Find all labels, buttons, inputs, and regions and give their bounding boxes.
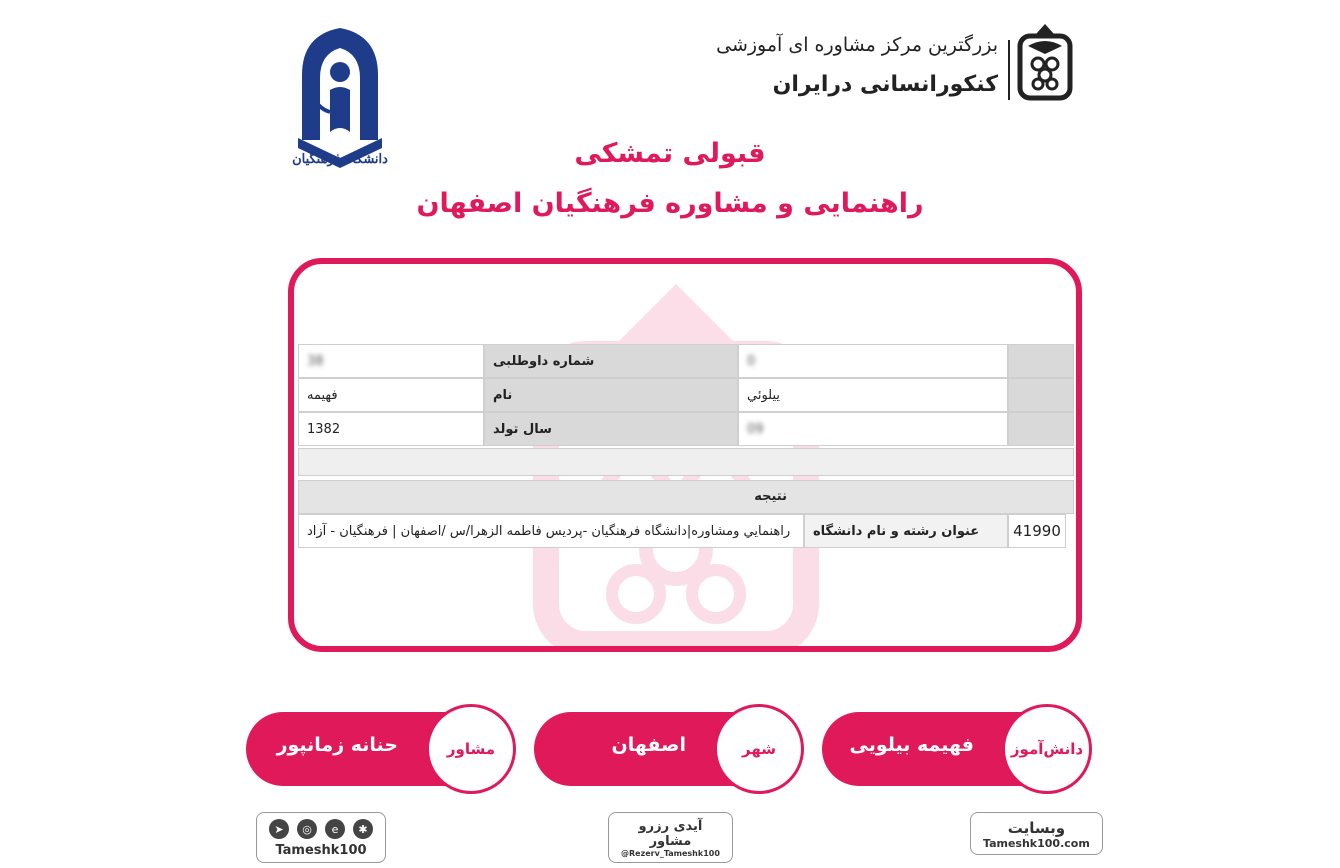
city-badge: شهر xyxy=(714,704,804,794)
first-name-value: فهیمه xyxy=(298,378,484,412)
table-row xyxy=(298,514,1074,548)
website-url[interactable]: Tameshk100.com xyxy=(983,837,1090,850)
birth-year-label: سال تولد xyxy=(484,412,738,446)
table-label-blank xyxy=(1008,378,1074,412)
table-row xyxy=(298,344,1074,378)
table-label-blank xyxy=(1008,344,1074,378)
page-title: قبولی تمشکی xyxy=(574,138,766,169)
social-handle[interactable]: Tameshk100 xyxy=(275,843,367,858)
birth-year-value: 1382 xyxy=(298,412,484,446)
reserve-box[interactable] xyxy=(608,812,733,863)
reserve-footer xyxy=(608,812,732,863)
page-subtitle: راهنمایی و مشاوره فرهنگیان اصفهان xyxy=(416,188,924,219)
result-card xyxy=(288,258,1082,652)
city-name: اصفهان xyxy=(611,734,686,756)
brand-tagline: بزرگترین مرکز مشاوره ای آموزشی xyxy=(716,34,998,56)
telegram-icon[interactable]: ➤ xyxy=(269,819,289,839)
student-pill xyxy=(822,712,1084,786)
brand-divider xyxy=(1008,40,1010,100)
city-pill xyxy=(534,712,796,786)
social-box[interactable] xyxy=(256,812,386,863)
advisor-name: حنانه زمانپور xyxy=(276,734,398,756)
brand-header xyxy=(700,20,1080,110)
table-divider xyxy=(298,448,1074,476)
candidate-id-right-value: 0 xyxy=(738,344,1008,378)
major-code: 41990 xyxy=(1008,514,1066,548)
website-title: وبسایت xyxy=(1007,819,1066,837)
rubika-icon[interactable]: ✱ xyxy=(353,819,373,839)
candidate-number-label: شماره داوطلبی xyxy=(484,344,738,378)
major-label: عنوان رشته و نام دانشگاه xyxy=(804,514,1008,548)
first-name-label: نام xyxy=(484,378,738,412)
advisor-badge: مشاور xyxy=(426,704,516,794)
eitaa-icon[interactable]: e xyxy=(325,819,345,839)
result-header-row xyxy=(298,480,1074,514)
candidate-number-value: 38 xyxy=(298,344,484,378)
reserve-title: آیدی رزرو مشاور xyxy=(638,819,703,849)
major-value: راهنمايي ومشاوره|دانشگاه فرهنگيان -پرديس فاطمه الزهرا/س /اصفهان | فرهنگيان - آزاد xyxy=(298,514,804,548)
advisor-pill xyxy=(246,712,508,786)
instagram-icon[interactable]: ◎ xyxy=(297,819,317,839)
result-label: نتيجه xyxy=(754,489,787,504)
social-footer xyxy=(256,812,372,863)
brand-name: کنکورانسانی درایران xyxy=(772,72,998,97)
university-name: دانشگاه فرهنگیان xyxy=(292,152,388,167)
student-badge: دانش‌آموز xyxy=(1002,704,1092,794)
last-name-value: ييلوئي xyxy=(738,378,1008,412)
raspberry-logo-icon xyxy=(1014,22,1076,102)
student-name: فهیمه بیلویی xyxy=(849,734,974,756)
national-code-value: 09 xyxy=(738,412,1008,446)
reserve-handle[interactable]: @Rezerv_Tameshk100 xyxy=(621,849,720,858)
table-row xyxy=(298,378,1074,412)
table-label-blank xyxy=(1008,412,1074,446)
table-row xyxy=(298,412,1074,446)
social-icons xyxy=(269,819,373,839)
website-box[interactable] xyxy=(970,812,1103,855)
website-footer xyxy=(970,812,1090,855)
